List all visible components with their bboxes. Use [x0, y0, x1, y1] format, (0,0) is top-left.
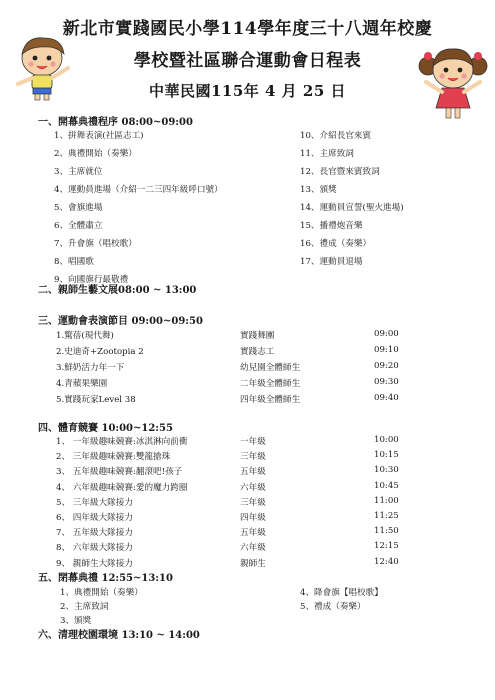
table-row-name: 4.青蘋果樂園 — [56, 379, 108, 389]
table-row-time: 11:25 — [374, 511, 399, 521]
list-item: 3、主席就位 — [54, 167, 103, 177]
table-row-name: 1、 一年級趣味競賽:冰淇淋向前衝 — [56, 437, 188, 447]
section-closing-ceremony-title: 五、閉幕典禮 12:55~13:10 — [38, 573, 173, 584]
table-row-time: 09:30 — [374, 377, 399, 387]
section-cleanup-title: 六、清理校園環境 13:10 ~ 14:00 — [38, 630, 200, 641]
section-performance-title: 三、運動會表演節目 09:00~09:50 — [38, 316, 203, 327]
table-row-name: 8、 六年級大隊接力 — [56, 543, 133, 554]
table-row-time: 12:40 — [374, 556, 399, 567]
table-row-grade: 三年級 — [240, 452, 266, 463]
table-row-grade: 三年級 — [240, 497, 266, 508]
table-row-name: 7、 五年級大隊接力 — [56, 528, 133, 539]
table-row-time: 09:40 — [374, 393, 399, 403]
table-row-time: 10:15 — [374, 450, 399, 461]
table-row-time: 11:50 — [374, 526, 399, 537]
list-item: 15、播禮炮音樂 — [300, 221, 363, 231]
table-row-performer: 幼兒園全體師生 — [240, 363, 301, 373]
list-item: 11、主席致詞 — [300, 149, 354, 159]
table-row-performer: 二年級全體師生 — [240, 379, 301, 389]
table-row-name: 3.鮮奶活力年一下 — [56, 363, 125, 373]
table-row-name: 5.實踐玩家Level 38 — [56, 395, 136, 405]
list-item: 5、禮成（奏樂） — [300, 602, 366, 612]
section-sports-title: 四、體育競賽 10:00~12:55 — [38, 423, 173, 434]
list-item: 10、介紹長官來賓 — [300, 131, 372, 141]
table-row-name: 9、 親師生大隊接力 — [56, 558, 133, 569]
list-item: 12、長官暨來賓致詞 — [300, 167, 380, 177]
table-row-name: 3、 五年級趣味競賽:翻滾吧!孩子 — [56, 467, 183, 478]
table-row-time: 09:20 — [374, 361, 399, 371]
table-row-time: 10:30 — [374, 465, 399, 476]
title-line-1: 新北市實踐國民小學114學年度三十八週年校慶 — [62, 19, 433, 39]
list-item: 1、典禮開始（奏樂） — [60, 588, 143, 598]
list-item: 1、拼舞表演(社區志工) — [54, 131, 144, 141]
table-row-time: 10:00 — [374, 435, 399, 445]
list-item: 14、運動員宣誓(聖火進場) — [300, 203, 404, 213]
date-line: 中華民國115年 4 月 25 日 — [148, 82, 346, 100]
table-row-name: 4、 六年級趣味競賽:愛的魔力跨圈 — [56, 482, 188, 493]
table-row-grade: 四年級 — [240, 513, 266, 523]
table-row-name: 6、 四年級大隊接力 — [56, 513, 133, 523]
boy-mascot-illustration — [4, 34, 82, 102]
list-item: 5、會旗進場 — [54, 203, 103, 213]
table-row-time: 10:45 — [374, 480, 399, 491]
table-row-grade: 五年級 — [240, 528, 266, 539]
list-item: 17、運動員退場 — [300, 257, 363, 267]
table-row-name: 5、 三年級大隊接力 — [56, 497, 133, 508]
table-row-performer: 四年級全體師生 — [240, 395, 301, 405]
list-item: 16、禮成（奏樂） — [300, 239, 372, 249]
list-item: 3、頒獎 — [60, 616, 92, 626]
table-row-grade: 親師生 — [240, 558, 266, 569]
list-item: 13、頒獎 — [300, 185, 337, 195]
table-row-name: 2、 三年級趣味競賽:雙龍搶珠 — [56, 452, 171, 463]
list-item: 4、運動員進場（介紹一二三四年級呼口號） — [54, 185, 223, 195]
list-item: 8、唱國歌 — [54, 257, 94, 267]
list-item: 7、升會旗（唱校歌） — [54, 239, 137, 249]
table-row-time: 09:10 — [374, 345, 399, 355]
section-opening-ceremony-title: 一、開幕典禮程序 08:00~09:00 — [38, 117, 193, 128]
list-item: 2、典禮開始（奏樂） — [54, 149, 137, 159]
table-row-grade: 一年級 — [240, 437, 266, 447]
table-row-performer: 實踐舞團 — [240, 331, 275, 341]
list-item: 6、全體肅立 — [54, 221, 103, 231]
table-row-time: 11:00 — [374, 495, 399, 506]
girl-mascot-illustration — [414, 42, 492, 122]
title-line-2: 學校暨社區聯合運動會日程表 — [133, 51, 362, 71]
table-row-name: 1.驚蓓(現代舞) — [56, 331, 114, 341]
section-art-exhibition-title: 二、親師生藝文展08:00 ~ 13:00 — [38, 285, 197, 296]
table-row-time: 09:00 — [374, 329, 399, 339]
table-row-performer: 實踐志工 — [240, 347, 275, 357]
table-row-time: 12:15 — [374, 541, 399, 552]
table-row-grade: 五年級 — [240, 467, 266, 478]
list-item: 9、向國旗行最敬禮 — [54, 275, 129, 285]
table-row-name: 2.史迪奇+Zootopia 2 — [56, 347, 144, 357]
list-item: 4、降會旗【唱校歌】 — [300, 588, 383, 598]
table-row-grade: 六年級 — [240, 543, 266, 554]
list-item: 2、主席致詞 — [60, 602, 109, 612]
table-row-grade: 六年級 — [240, 482, 266, 493]
